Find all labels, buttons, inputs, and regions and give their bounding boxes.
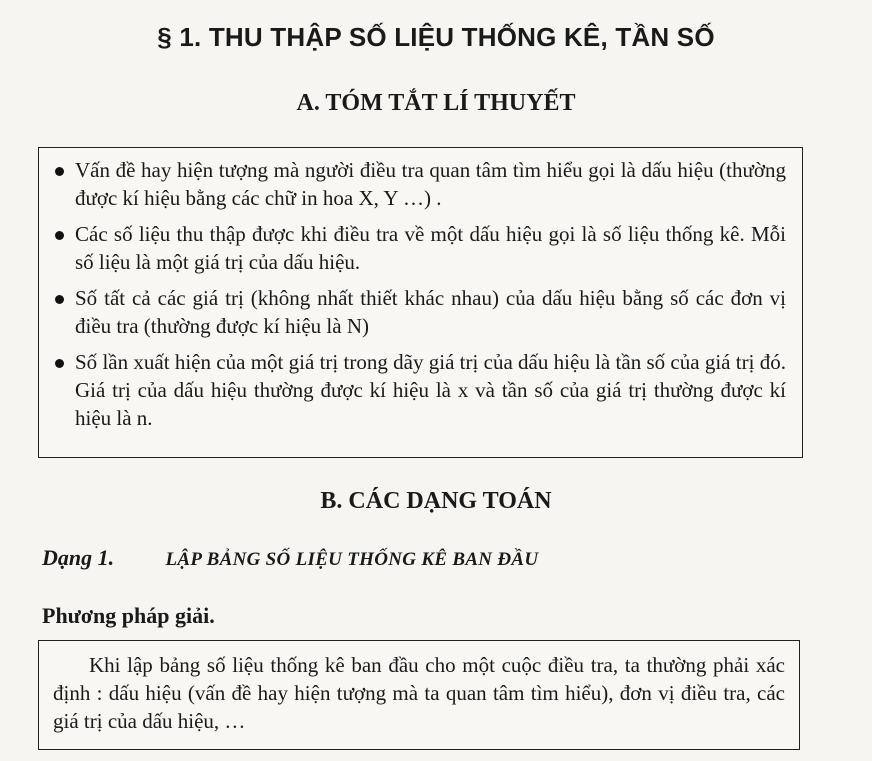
theory-item [53, 348, 786, 432]
bullet-icon [55, 231, 64, 240]
problem-type-title: LẬP BẢNG SỐ LIỆU THỐNG KÊ BAN ĐẦU [165, 549, 539, 570]
theory-list [53, 156, 786, 432]
theory-box [38, 147, 803, 458]
section-b-heading: B. CÁC DẠNG TOÁN [320, 488, 552, 514]
theory-item [53, 156, 786, 212]
theory-item [53, 284, 786, 340]
page-title: § 1. THU THẬP SỐ LIỆU THỐNG KÊ, TẦN SỐ [157, 22, 715, 52]
theory-item-text: Số tất cả các giá trị (không nhất thiết khác nhau) của dấu hiệu bằng số các đơn vị điều tra (thường được kí hiệu là N) [75, 286, 786, 338]
bullet-icon [55, 167, 64, 176]
method-box [38, 640, 800, 750]
theory-item-text: Số lần xuất hiện của một giá trị trong dãy giá trị của dấu hiệu là tần số của giá trị đó. Giá trị của dấu hiệu thường được kí hiệu là x và tần số của giá trị thường được kí hiệu là n. [75, 350, 786, 430]
theory-item [53, 220, 786, 276]
theory-item-text: Các số liệu thu thập được khi điều tra về một dấu hiệu gọi là số liệu thống kê. Mỗi số liệu là một giá trị của dấu hiệu. [75, 222, 786, 274]
bullet-icon [55, 359, 64, 368]
bullet-icon [55, 295, 64, 304]
problem-type-label: Dạng 1. [42, 545, 115, 570]
theory-item-text: Vấn đề hay hiện tượng mà người điều tra quan tâm tìm hiểu gọi là dấu hiệu (thường được kí hiệu bằng các chữ in hoa X, Y …) . [75, 158, 786, 210]
method-text: Khi lập bảng số liệu thống kê ban đầu cho một cuộc điều tra, ta thường phải xác định : dấu hiệu (vấn đề hay hiện tượng mà ta quan tâm tìm hiểu), đơn vị điều tra, các giá trị của dấu hiệu, … [53, 653, 785, 733]
section-a-heading: A. TÓM TẮT LÍ THUYẾT [296, 90, 576, 116]
method-heading: Phương pháp giải. [42, 603, 215, 628]
problem-type-heading [42, 545, 538, 571]
